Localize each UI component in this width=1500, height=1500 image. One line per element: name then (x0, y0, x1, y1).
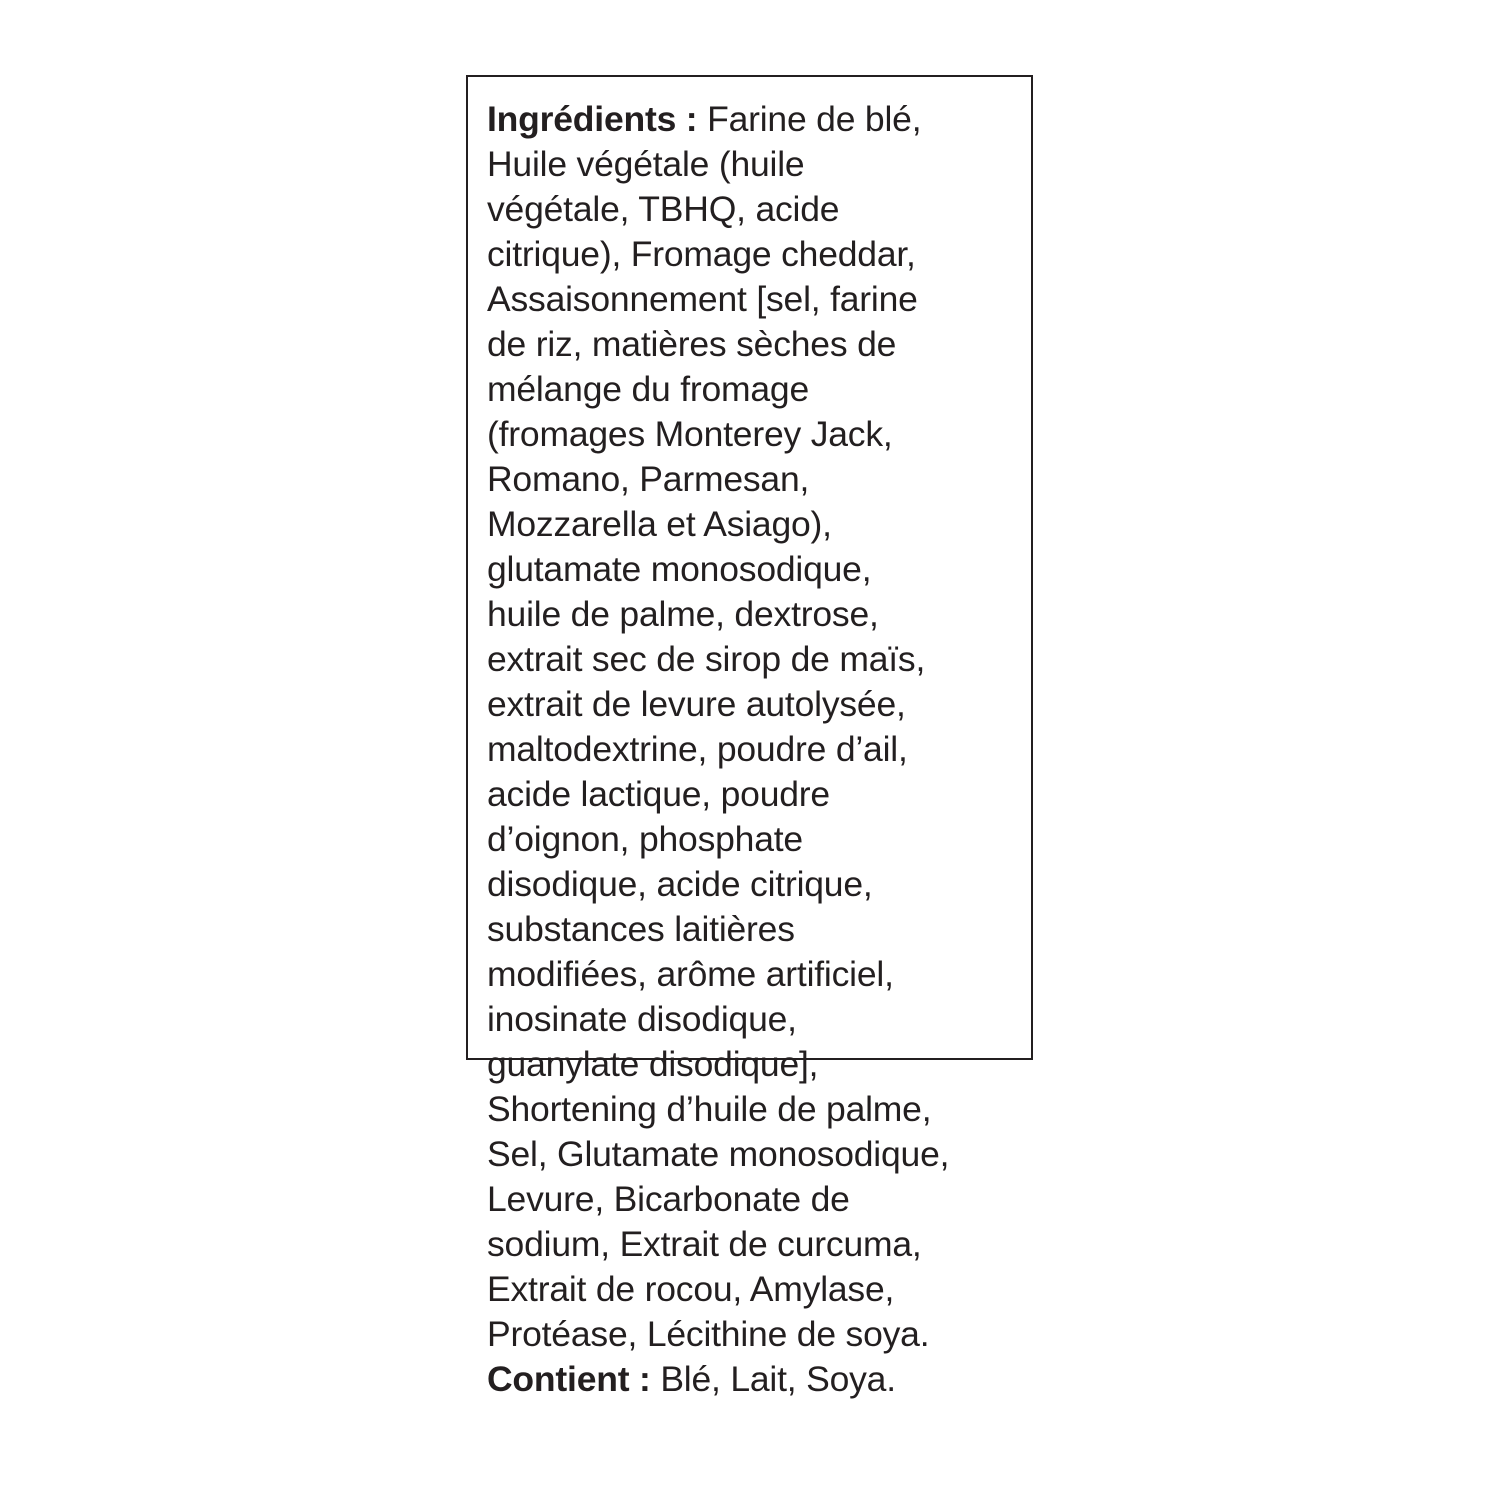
ingredients-line: Assaisonnement [sel, farine (487, 279, 918, 319)
ingredients-line: de riz, matières sèches de (487, 324, 897, 364)
ingredients-line: huile de palme, dextrose, (487, 594, 879, 634)
ingredients-line: Protéase, Lécithine de soya. (487, 1314, 930, 1354)
ingredients-line: Mozzarella et Asiago), (487, 504, 832, 544)
ingredients-line: Extrait de rocou, Amylase, (487, 1269, 895, 1309)
ingredients-line: Huile végétale (huile (487, 144, 805, 184)
ingredients-line: guanylate disodique], (487, 1044, 819, 1084)
ingredients-line: extrait sec de sirop de maïs, (487, 639, 926, 679)
ingredients-line: d’oignon, phosphate (487, 819, 803, 859)
ingredients-line: citrique), Fromage cheddar, (487, 234, 916, 274)
ingredients-line: modifiées, arôme artificiel, (487, 954, 894, 994)
ingredients-line: végétale, TBHQ, acide (487, 189, 840, 229)
ingredients-line: glutamate monosodique, (487, 549, 872, 589)
ingredients-line: Shortening d’huile de palme, (487, 1089, 932, 1129)
ingredients-line: Romano, Parmesan, (487, 459, 810, 499)
contains-line (487, 1357, 1021, 1402)
ingredients-line: Levure, Bicarbonate de (487, 1179, 850, 1219)
ingredients-line: acide lactique, poudre (487, 774, 830, 814)
ingredients-line: mélange du fromage (487, 369, 810, 409)
ingredients-line: sodium, Extrait de curcuma, (487, 1224, 922, 1264)
ingredients-line: substances laitières (487, 909, 795, 949)
contains-heading: Contient : (487, 1359, 651, 1399)
ingredients-heading: Ingrédients : (487, 99, 698, 139)
ingredients-line-1 (487, 97, 1021, 142)
ingredients-line: Sel, Glutamate monosodique, (487, 1134, 950, 1174)
ingredients-line: inosinate disodique, (487, 999, 797, 1039)
ingredients-line: maltodextrine, poudre d’ail, (487, 729, 908, 769)
ingredients-line: disodique, acide citrique, (487, 864, 873, 904)
ingredients-label-box (466, 75, 1033, 1399)
ingredients-line: (fromages Monterey Jack, (487, 414, 893, 454)
ingredients-line: extrait de levure autolysée, (487, 684, 906, 724)
contains-text: Blé, Lait, Soya. (660, 1359, 896, 1399)
ingredients-text: Farine de blé, (707, 99, 922, 139)
